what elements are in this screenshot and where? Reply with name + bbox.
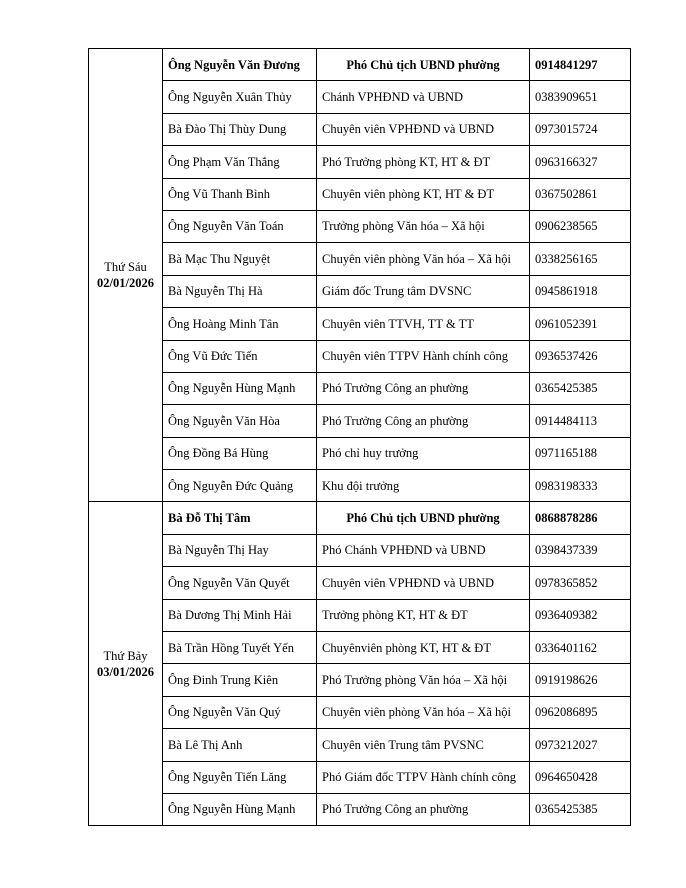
phone-number: 0936537426 bbox=[530, 340, 631, 372]
position-title: Trưởng phòng KT, HT & ĐT bbox=[317, 599, 530, 631]
table-row bbox=[89, 405, 631, 437]
position-title: Chuyên viên phòng KT, HT & ĐT bbox=[317, 178, 530, 210]
phone-number: 0971165188 bbox=[530, 437, 631, 469]
weekday-label: Thứ Bảy bbox=[103, 648, 148, 663]
table-row bbox=[89, 793, 631, 825]
position-title: Chuyên viên TTPV Hành chính công bbox=[317, 340, 530, 372]
position-title: Phó Trưởng phòng Văn hóa – Xã hội bbox=[317, 664, 530, 696]
table-row bbox=[89, 599, 631, 631]
phone-number: 0963166327 bbox=[530, 146, 631, 178]
position-title: Khu đội trưởng bbox=[317, 470, 530, 502]
duty-date: 02/01/2026 bbox=[97, 276, 154, 291]
phone-number: 0365425385 bbox=[530, 372, 631, 404]
table-row bbox=[89, 178, 631, 210]
table-row bbox=[89, 243, 631, 275]
position-title: Giám đốc Trung tâm DVSNC bbox=[317, 275, 530, 307]
phone-number: 0961052391 bbox=[530, 308, 631, 340]
phone-number: 0914484113 bbox=[530, 405, 631, 437]
person-name: Ông Phạm Văn Thắng bbox=[163, 146, 317, 178]
person-name: Ông Nguyễn Tiến Lăng bbox=[163, 761, 317, 793]
table-row bbox=[89, 437, 631, 469]
day-cell bbox=[89, 502, 163, 826]
table-row-lead bbox=[89, 502, 631, 534]
person-name: Bà Nguyễn Thị Hà bbox=[163, 275, 317, 307]
person-name: Ông Nguyễn Hùng Mạnh bbox=[163, 372, 317, 404]
phone-number: 0367502861 bbox=[530, 178, 631, 210]
table-row bbox=[89, 146, 631, 178]
position-title: Phó Giám đốc TTPV Hành chính công bbox=[317, 761, 530, 793]
weekday-label: Thứ Sáu bbox=[104, 259, 147, 274]
person-name: Ông Nguyễn Văn Toán bbox=[163, 210, 317, 242]
table-row bbox=[89, 308, 631, 340]
position-title: Phó Chủ tịch UBND phường bbox=[317, 502, 530, 534]
table-row bbox=[89, 761, 631, 793]
person-name: Ông Nguyễn Văn Hòa bbox=[163, 405, 317, 437]
person-name: Ông Đồng Bá Hùng bbox=[163, 437, 317, 469]
phone-number: 0336401162 bbox=[530, 632, 631, 664]
person-name: Bà Mạc Thu Nguyệt bbox=[163, 243, 317, 275]
person-name: Bà Lê Thị Anh bbox=[163, 729, 317, 761]
table-row bbox=[89, 113, 631, 145]
phone-number: 0914841297 bbox=[530, 49, 631, 81]
position-title: Trưởng phòng Văn hóa – Xã hội bbox=[317, 210, 530, 242]
table-row bbox=[89, 210, 631, 242]
duty-roster-table bbox=[88, 48, 631, 826]
phone-number: 0868878286 bbox=[530, 502, 631, 534]
person-name: Ông Nguyễn Đức Quảng bbox=[163, 470, 317, 502]
position-title: Phó Trưởng Công an phường bbox=[317, 793, 530, 825]
phone-number: 0964650428 bbox=[530, 761, 631, 793]
person-name: Ông Nguyễn Hùng Mạnh bbox=[163, 793, 317, 825]
person-name: Ông Vũ Thanh Bình bbox=[163, 178, 317, 210]
person-name: Bà Đào Thị Thùy Dung bbox=[163, 113, 317, 145]
phone-number: 0945861918 bbox=[530, 275, 631, 307]
table-row bbox=[89, 567, 631, 599]
phone-number: 0973015724 bbox=[530, 113, 631, 145]
table-row bbox=[89, 275, 631, 307]
phone-number: 0983198333 bbox=[530, 470, 631, 502]
table-row bbox=[89, 534, 631, 566]
person-name: Ông Hoàng Minh Tân bbox=[163, 308, 317, 340]
table-row bbox=[89, 729, 631, 761]
person-name: Bà Đỗ Thị Tâm bbox=[163, 502, 317, 534]
duty-date: 03/01/2026 bbox=[97, 664, 154, 679]
position-title: Phó Chủ tịch UBND phường bbox=[317, 49, 530, 81]
table-row bbox=[89, 632, 631, 664]
phone-number: 0906238565 bbox=[530, 210, 631, 242]
phone-number: 0398437339 bbox=[530, 534, 631, 566]
duty-roster-body bbox=[89, 49, 631, 826]
person-name: Ông Đinh Trung Kiên bbox=[163, 664, 317, 696]
person-name: Bà Dương Thị Minh Hải bbox=[163, 599, 317, 631]
phone-number: 0936409382 bbox=[530, 599, 631, 631]
person-name: Bà Nguyễn Thị Hay bbox=[163, 534, 317, 566]
phone-number: 0978365852 bbox=[530, 567, 631, 599]
phone-number: 0919198626 bbox=[530, 664, 631, 696]
table-row bbox=[89, 664, 631, 696]
person-name: Ông Nguyễn Xuân Thủy bbox=[163, 81, 317, 113]
position-title: Chuyên viên VPHĐND và UBND bbox=[317, 113, 530, 145]
position-title: Chuyên viên TTVH, TT & TT bbox=[317, 308, 530, 340]
table-row bbox=[89, 696, 631, 728]
person-name: Ông Nguyễn Văn Quyết bbox=[163, 567, 317, 599]
table-row bbox=[89, 470, 631, 502]
person-name: Ông Vũ Đức Tiến bbox=[163, 340, 317, 372]
person-name: Ông Nguyễn Văn Quý bbox=[163, 696, 317, 728]
phone-number: 0962086895 bbox=[530, 696, 631, 728]
position-title: Phó Trưởng phòng KT, HT & ĐT bbox=[317, 146, 530, 178]
phone-number: 0383909651 bbox=[530, 81, 631, 113]
phone-number: 0973212027 bbox=[530, 729, 631, 761]
table-row-lead bbox=[89, 49, 631, 81]
position-title: Chuyên viên phòng Văn hóa – Xã hội bbox=[317, 696, 530, 728]
person-name: Bà Trần Hồng Tuyết Yến bbox=[163, 632, 317, 664]
phone-number: 0365425385 bbox=[530, 793, 631, 825]
person-name: Ông Nguyễn Văn Đương bbox=[163, 49, 317, 81]
position-title: Phó chỉ huy trưởng bbox=[317, 437, 530, 469]
position-title: Chuyên viên Trung tâm PVSNC bbox=[317, 729, 530, 761]
position-title: Chuyên viên VPHĐND và UBND bbox=[317, 567, 530, 599]
position-title: Chánh VPHĐND và UBND bbox=[317, 81, 530, 113]
position-title: Phó Chánh VPHĐND và UBND bbox=[317, 534, 530, 566]
position-title: Chuyên viên phòng Văn hóa – Xã hội bbox=[317, 243, 530, 275]
day-cell bbox=[89, 49, 163, 502]
position-title: Phó Trưởng Công an phường bbox=[317, 405, 530, 437]
table-row bbox=[89, 372, 631, 404]
phone-number: 0338256165 bbox=[530, 243, 631, 275]
position-title: Phó Trưởng Công an phường bbox=[317, 372, 530, 404]
table-row bbox=[89, 81, 631, 113]
position-title: Chuyênviên phòng KT, HT & ĐT bbox=[317, 632, 530, 664]
table-row bbox=[89, 340, 631, 372]
